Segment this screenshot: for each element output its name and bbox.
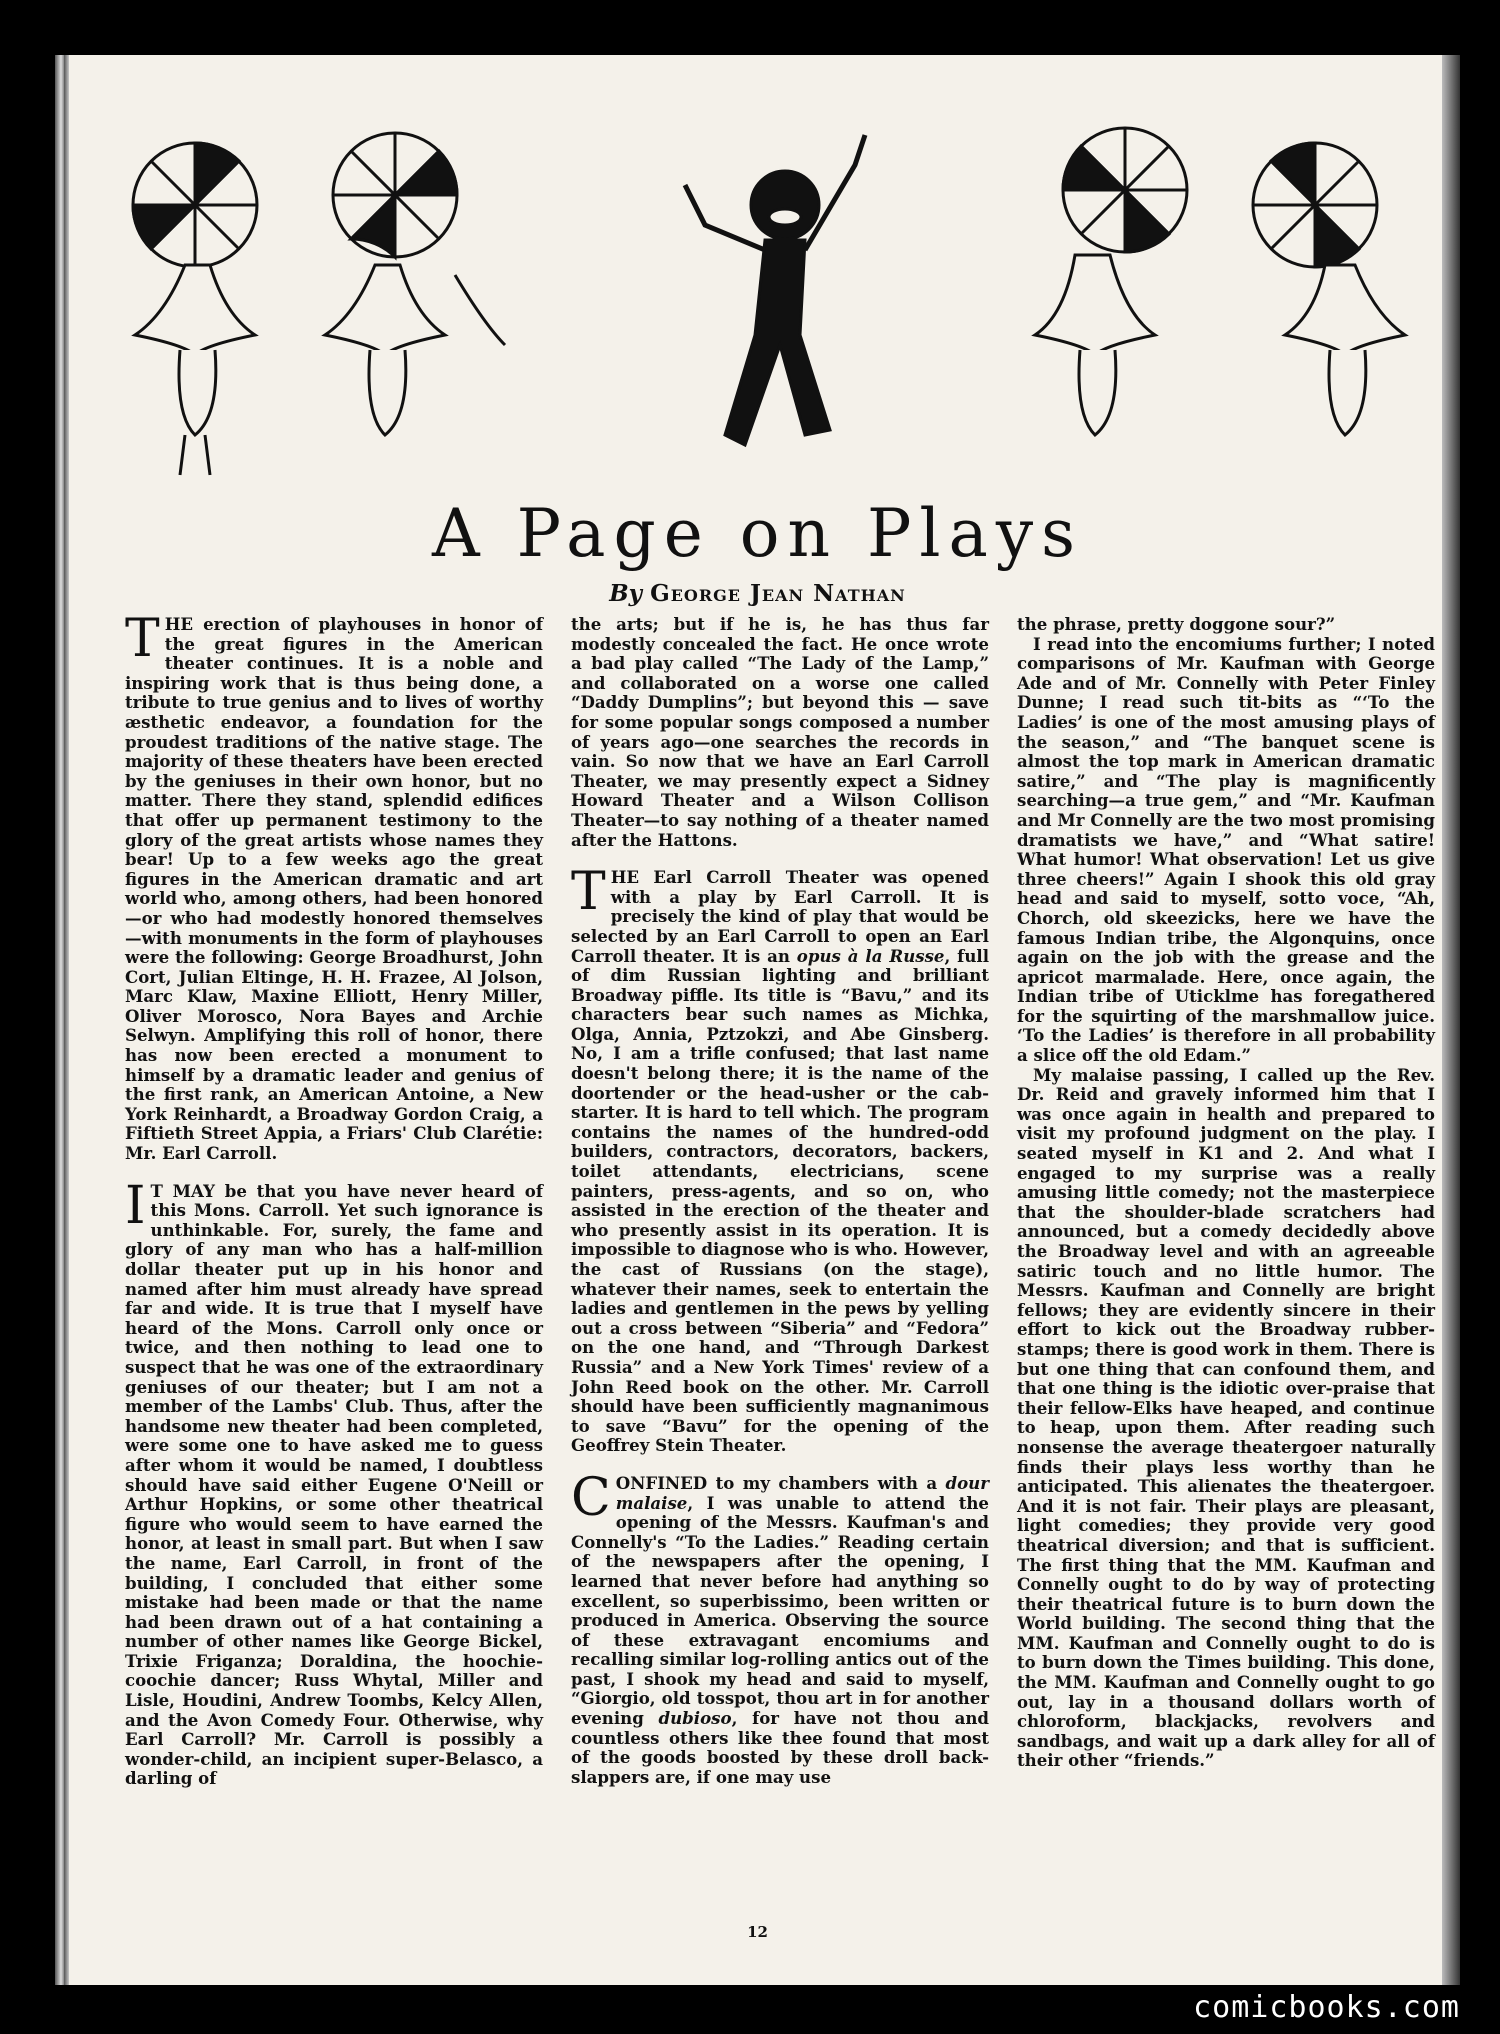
paragraph-text: HE Earl Carroll Theater was opened with a play by Earl Carroll. It is precisely the kind of play that would be selected by an Earl Carroll to open an Earl Carroll theater. It is an xyxy=(571,867,989,966)
paragraph xyxy=(1017,1066,1435,1771)
header-illustration xyxy=(125,95,1445,515)
parasol-girl-right-1 xyxy=(1035,128,1187,435)
byline xyxy=(55,580,1460,607)
parasol-girl-left-2 xyxy=(325,133,505,435)
drop-cap: T xyxy=(125,609,160,669)
italic-text: dour malaise xyxy=(615,1472,989,1513)
parasol-girl-left-1 xyxy=(133,143,257,475)
paragraph xyxy=(1017,615,1435,635)
paragraph xyxy=(571,862,989,1456)
paragraph xyxy=(125,609,543,1164)
paragraph-text: the arts; but if he is, he has thus far modestly concealed the fact. He once wrote a bad play called “The Lady of the Lamp,” and collaborated on a worse one called “Daddy Dumplins”; but beyond this — save for some popular songs composed a number of years ago—one searches the records in vain. So now that we have an Earl Carroll Theater, we may presently expect a Sidney Howard Theater and a Wilson Collison Theater—to say nothing of a theater named after the Hattons. xyxy=(571,614,989,850)
paragraph-text: , full of dim Russian lighting and brilliant Broadway piffle. Its title is “Bavu,” and its characters bear such names as Michka, Olga, Annia, Pztzokzi, and Abe Ginsberg. No, I am a trifle confused; that last name doesn't belong there; it is the name of the doortender or the head-usher or the cab-starter. It is hard to tell which. The program contains the names of the hundred-odd builders, contractors, decorators, backers, toilet attendants, electricians, scene painters, press-agents, and so on, who assisted in the erection of the theater and who presently assist in its operation. It is impossible to diagnose who is who. However, the cast of Russians (on the stage), whatever their names, seek to entertain the ladies and gentlemen in the pews by yelling out a cross between “Siberia” and “Fedora” on the one hand, and “Through Darkest Russia” and a New York Times' review of a John Reed book on the other. Mr. Carroll should have been sufficiently magnanimous to save “Bavu” for the opening of the Geoffrey Stein Theater. xyxy=(571,945,989,1456)
column-1 xyxy=(125,609,543,1935)
byline-by: By xyxy=(609,580,643,607)
paragraph xyxy=(571,1467,989,1788)
paragraph-text: I read into the encomiums further; I noted comparisons of Mr. Kaufman with George Ade and of Mr. Connelly with Peter Finley Dunne; I read such tit-bits as “‘To the Ladies’ is one of the most amusing plays of the season,” and “The banquet scene is almost the top mark in American dramatic satire,” and “The play is magnificently searching—a true gem,” and “Mr. Kaufman and Mr Connelly are the two most promising dramatists we have,” and “What satire! What humor! What observation! Let us give three cheers!” Again I shook this old gray head and said to myself, sotto voce, “Ah, Chorch, old skeezicks, here we have the famous Indian tribe, the Algonquins, once again on the job with the grease and the apricot marmalade. Here, once again, the Indian tribe of Uticklme has foregathered for the squirting of the marshmallow juice. ‘To the Ladies’ is therefore in all probability a slice off the old Edam.” xyxy=(1017,633,1435,1066)
paragraph-text: the phrase, pretty doggone sour?” xyxy=(1017,614,1336,634)
drop-cap: I xyxy=(125,1175,146,1236)
article-title: A Page on Plays xyxy=(432,495,1083,572)
paragraph-text: T MAY be that you have never heard of this Mons. Carroll. Yet such ignorance is unthinkable. For, surely, the fame and glory of any man who has a half-million dollar theater put up in his honor and named after him must already have spread far and wide. It is true that I myself have heard of the Mons. Carroll only once or twice, and then nothing to lead one to suspect that he was one of the extraordinary geniuses of our theater; but I am not a member of the Lambs' Club. Thus, after the handsome new theater had been completed, were some one to have asked me to guess after whom it would be named, I doubtless should have said either Eugene O'Neill or Arthur Hopkins, or some other theatrical figure who would seem to have earned the honor, at least in small part. But when I saw the name, Earl Carroll, in front of the building, I concluded that either some mistake had been made or that the name had been drawn out of a hat containing a number of other names like George Bickel, Trixie Friganza; Doraldina, the hoochie-coochie dancer; Russ Whytal, Miller and Lisle, Houdini, Andrew Toombs, Kelcy Allen, and the Avon Comedy Four. Otherwise, why Earl Carroll? Mr. Carroll is possibly a wonder-child, an incipient super-Belasco, a darling of xyxy=(125,1180,543,1789)
byline-author: George Jean Nathan xyxy=(650,580,906,607)
dancer-center xyxy=(685,135,865,445)
binding-spine xyxy=(55,55,69,1985)
italic-text: opus à la Russe xyxy=(796,945,945,966)
italic-text: dubioso xyxy=(658,1708,732,1729)
paragraph-text: , for have not thou and countless others like thee found that most of the goods boosted by these droll back-slappers are, if one may use xyxy=(571,1708,989,1787)
paragraph-text: , I was unable to attend the opening of the Messrs. Kaufman's and Connelly's “To the Ladies.” Reading certain of the newspapers after the opening, I learned that never before had anything so excellent, so superbissimo, been written or produced in America. Observing the source of these extravagant encomiums and recalling similar log-rolling antics out of the past, I shook my head and said to myself, “Giorgio, old tosspot, thou art in for another evening xyxy=(571,1492,989,1729)
column-2 xyxy=(571,615,989,1935)
column-3 xyxy=(1017,615,1435,1935)
page-number: 12 xyxy=(747,1923,768,1941)
article-columns xyxy=(125,609,1435,1935)
magazine-page xyxy=(55,55,1460,1985)
drop-cap: C xyxy=(571,1467,611,1528)
paragraph-text: HE erection of playhouses in honor of the great figures in the American theater continues. It is a noble and inspiring work that is thus being done, a tribute to true genius and to lives of worthy æsthetic endeavor, a foundation for the proudest traditions of the native stage. The majority of these theaters have been erected by the geniuses in their own honor, but no matter. There they stand, splendid edifices that offer up permanent testimony to the glory of the great artists whose names they bear! Up to a few weeks ago the great figures in the American dramatic and art world who, among others, had been honored—or who had modestly honored themselves—with monuments in the form of playhouses were the following: George Broadhurst, John Cort, Julian Eltinge, H. H. Frazee, Al Jolson, Marc Klaw, Maxine Elliott, Henry Miller, Oliver Morosco, Nora Bayes and Archie Selwyn. Amplifying this roll of honor, there has now been erected a monument to himself by a dramatic leader and genius of the first rank, an American Antoine, a New York Reinhardt, a Broadway Gordon Craig, a Fiftieth Street Appia, a Friars' Club Clarétie: Mr. Earl Carroll. xyxy=(125,614,543,1164)
paragraph-text: My malaise passing, I called up the Rev. Dr. Reid and gravely informed him that I was once again in health and prepared to visit my profound judgment on the play. I seated myself in K1 and 2. And what I engaged to my surprise was a really amusing little comedy; not the masterpiece that the shoulder-blade scratchers had announced, but a comedy decidedly above the Broadway level and with an agreeable satiric touch and no little humor. The Messrs. Kaufman and Connelly are bright fellows; they are evidently sincere in their effort to kick out the Broadway rubber-stamps; there is good work in them. There is but one thing that can confound them, and that one thing is the idiotic over-praise that their fellow-Elks have heaped, and continue to heap, upon them. After reading such nonsense the average theatergoer naturally finds their plays less worthy than he anticipated. This alienates the theatergoer. And it is not fair. Their plays are pleasant, light comedies; they provide very good theatrical diversion; and that is sufficient. The first thing that the MM. Kaufman and Connelly ought to do by way of protecting their theatrical future is to burn down the World building. The second thing that the MM. Kaufman and Connelly ought to do is to burn down the Times building. This done, the MM. Kaufman and Connelly ought to go out, lay in a thousand dollars worth of chloroform, blackjacks, revolvers and sandbags, and wait up a dark alley for all of their other “friends.” xyxy=(1017,1064,1435,1771)
paragraph xyxy=(125,1175,543,1789)
parasol-girl-right-2 xyxy=(1253,143,1405,435)
paragraph-text: ONFINED to my chambers with a xyxy=(615,1472,946,1493)
paragraph xyxy=(571,615,989,850)
paragraph xyxy=(1017,635,1435,1066)
watermark: comicbooks.com xyxy=(1193,1990,1460,2025)
drop-cap: T xyxy=(571,862,606,923)
